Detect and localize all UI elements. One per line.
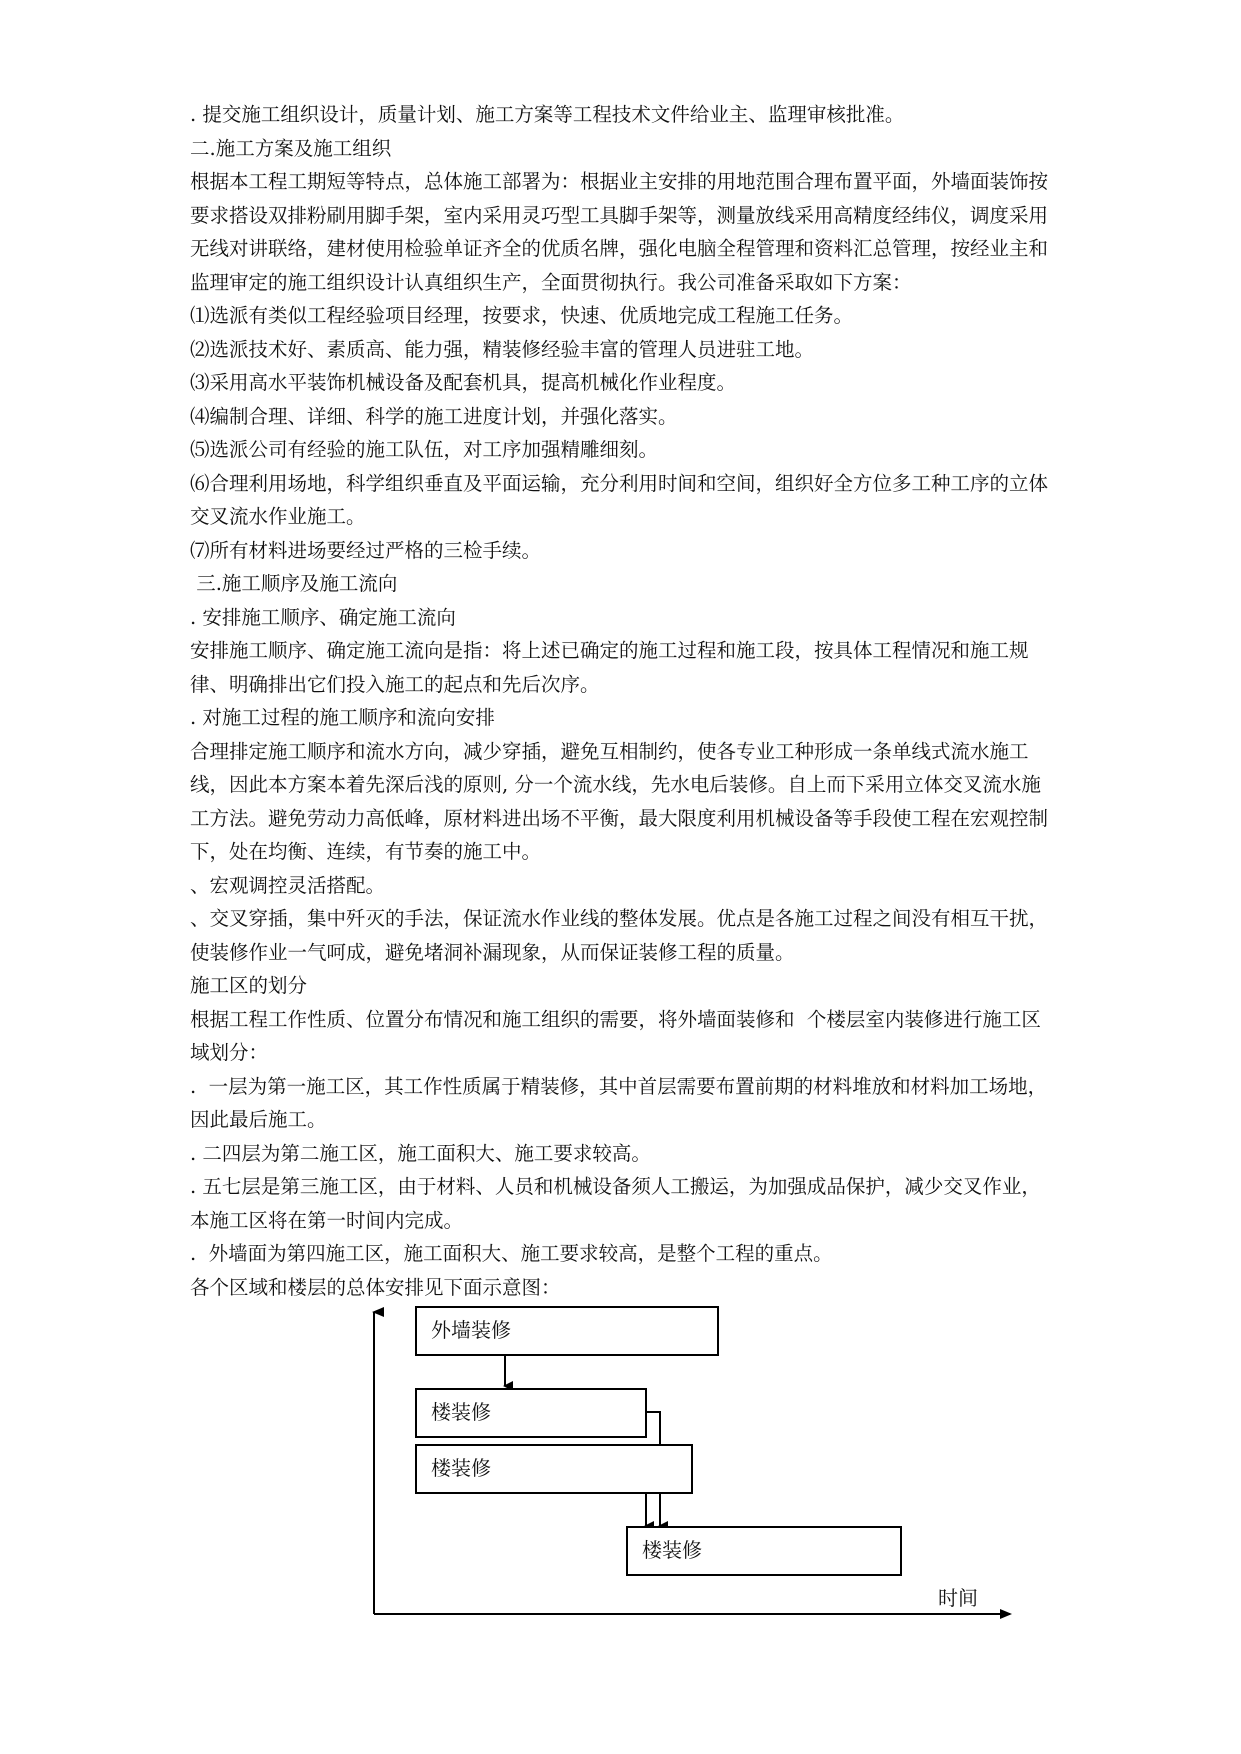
heading-section-3: 三.施工顺序及施工流向 [190, 572, 398, 595]
list-item-3: ⑶采用高水平装饰机械设备及配套机具，提高机械化作业程度。 [190, 371, 737, 394]
paragraph-macro-control: 、宏观调控灵活搭配。 [190, 873, 386, 897]
box-floor-c [626, 1526, 902, 1576]
list-item-5: ⑸选派公司有经验的施工队伍，对工序加强精雕细刻。 [190, 438, 659, 461]
box-floor-b-label: 楼装修 [431, 1456, 491, 1480]
document-body [190, 98, 1060, 1304]
list-item-1: ⑴选派有类似工程经验项目经理，按要求，快速、优质地完成工程施工任务。 [190, 304, 854, 327]
zone-item-2: . 二四层为第二施工区，施工面积大、施工要求较高。 [190, 1141, 651, 1165]
axis-label-time: 时间 [938, 1586, 978, 1610]
paragraph-process-order: 合理排定施工顺序和流水方向，减少穿插，避免互相制约，使各专业工种形成一条单线式流水施工线，因此本方案本着先深后浅的原则, 分一个流水线，先水电后装修。自上而下采用立体交叉流水施工方法。避免劳动力高低峰，原材料进出场不平衡，最大限度利用机械设备等手段使工程在宏观控制下，处在均衡、连续，有节奏的施工中。 [190, 739, 1049, 863]
list-item-4: ⑷编制合理、详细、科学的施工进度计划，并强化落实。 [190, 404, 678, 428]
paragraph-deployment: 根据本工程工期短等特点，总体施工部署为：根据业主安排的用地范围合理布置平面，外墙面装饰按要求搭设双排粉刷用脚手架，室内采用灵巧型工具脚手架等，测量放线采用高精度经纬仪，调度采用无线对讲联络，建材使用检验单证齐全的优质名牌，强化电脑全程管理和资料汇总管理，按经业主和监理审定的施工组织设计认真组织生产，全面贯彻执行。我公司准备采取如下方案： [190, 170, 1049, 294]
box-floor-a-label: 楼装修 [431, 1400, 491, 1424]
box-exterior-wall-label: 外墙装修 [431, 1318, 511, 1342]
paragraph-zones-intro: 根据工程工作性质、位置分布情况和施工组织的需要，将外墙面装修和 个楼层室内装修进行施工区域划分： [190, 1007, 1041, 1064]
heading-section-2: 二.施工方案及施工组织 [190, 136, 392, 160]
subheading-process-order: . 对施工过程的施工顺序和流向安排 [190, 706, 495, 729]
box-exterior-wall [415, 1306, 719, 1356]
list-item-2: ⑵选派技术好、素质高、能力强，精装修经验丰富的管理人员进驻工地。 [190, 337, 815, 361]
paragraph-diagram-intro: 各个区域和楼层的总体安排见下面示意图： [190, 1275, 561, 1299]
list-item-6: ⑹合理利用场地，科学组织垂直及平面运输，充分利用时间和空间，组织好全方位多工种工序的立体交叉流水作业施工。 [190, 471, 1049, 528]
subheading-zones: 施工区的划分 [190, 974, 308, 997]
schedule-diagram [360, 1300, 1020, 1660]
paragraph-submit-design: . 提交施工组织设计，质量计划、施工方案等工程技术文件给业主、监理审核批准。 [190, 103, 905, 126]
list-item-7: ⑺所有材料进场要经过严格的三检手续。 [190, 538, 542, 562]
zone-item-1: . 一层为第一施工区，其工作性质属于精装修，其中首层需要布置前期的材料堆放和材料加工场地，因此最后施工。 [190, 1074, 1048, 1131]
box-floor-a [415, 1388, 647, 1438]
box-floor-b [415, 1444, 693, 1494]
zone-item-4: . 外墙面为第四施工区，施工面积大、施工要求较高，是整个工程的重点。 [190, 1242, 833, 1265]
zone-item-3: . 五七层是第三施工区，由于材料、人员和机械设备须人工搬运，为加强成品保护，减少交叉作业，本施工区将在第一时间内完成。 [190, 1175, 1041, 1232]
paragraph-cross-insertion: 、交叉穿插，集中歼灭的手法，保证流水作业线的整体发展。优点是各施工过程之间没有相互干扰，使装修作业一气呵成，避免堵洞补漏现象，从而保证装修工程的质量。 [190, 907, 1049, 964]
paragraph-sequence-definition: 安排施工顺序、确定施工流向是指：将上述已确定的施工过程和施工段，按具体工程情况和施工规律、明确排出它们投入施工的起点和先后次序。 [190, 639, 1029, 696]
box-floor-c-label: 楼装修 [642, 1538, 702, 1562]
subheading-sequence: . 安排施工顺序、确定施工流向 [190, 605, 456, 629]
